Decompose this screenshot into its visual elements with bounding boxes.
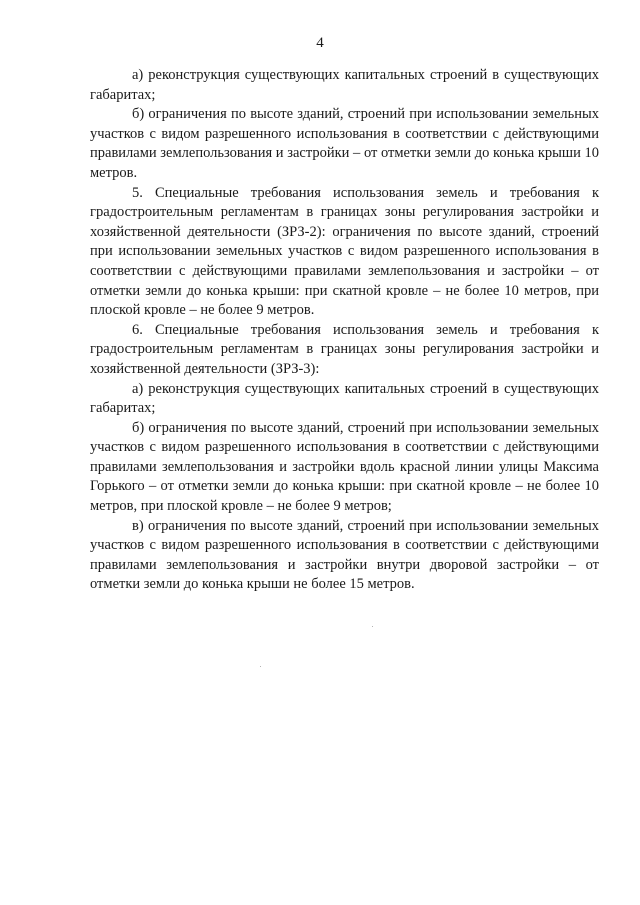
paragraph-item-v: в) ограничения по высоте зданий, строений при использовании земельных участков с видом разрешенного использования в соответствии с действующими правилами землепользования и застройки внутри дворовой застройки – от отметки земли до конька крыши не более 15 метров. <box>90 517 599 593</box>
page-number: 4 <box>316 35 324 51</box>
scan-speck <box>372 626 373 627</box>
paragraph-item-b-1: б) ограничения по высоте зданий, строений при использовании земельных участков с видом разрешенного использования в соответствии с действующими правилами землепользования и застройки – от отметки земли до конька крыши 10 метров. <box>90 106 599 181</box>
paragraph-item-a-1: а) реконструкция существующих капитальных строений в существующих габаритах; <box>90 67 599 103</box>
scan-speck <box>260 666 261 667</box>
paragraph-item-a-2: а) реконструкция существующих капитальных строений в существующих габаритах; <box>90 380 599 417</box>
paragraph-section-6: 6. Специальные требования использования земель и требования к градостроительным регламентам в границах зоны регулирования застройки и хозяйственной деятельности (ЗРЗ-3): <box>90 321 599 377</box>
paragraph-item-b-2: б) ограничения по высоте зданий, строений при использовании земельных участков с видом разрешенного использования в соответствии с действующими правилами землепользования и застройки вдоль красной линии улицы Максима Горького – от отметки земли до конька крыши: при скатной кровле – не более 10 метров, при плоской кровле – не более 9 метров; <box>90 419 599 515</box>
document-body <box>90 66 599 595</box>
paragraph-section-5: 5. Специальные требования использования земель и требования к градостроительным регламентам в границах зоны регулирования застройки и хозяйственной деятельности (ЗРЗ-2): ограничения по высоте зданий, строений при использовании земельных участков с видом разрешенного использования в соответствии с действующими правилами землепользования и застройки – от отметки земли до конька крыши: при скатной кровле – не более 10 метров, при плоской кровле – не более 9 метров. <box>90 184 599 319</box>
